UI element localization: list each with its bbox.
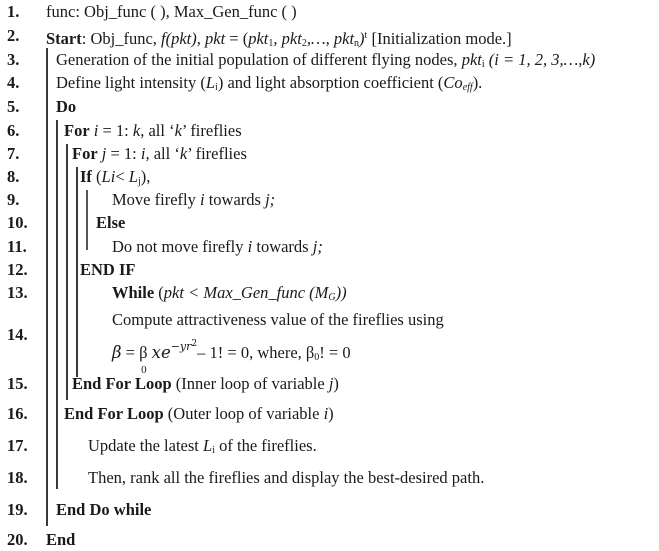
subscript: n <box>354 38 360 49</box>
text: i <box>323 404 329 423</box>
line-number: 10. <box>7 213 28 232</box>
algo-line-7 <box>72 144 247 164</box>
text: pkt <box>461 50 482 69</box>
block-bar-do <box>56 120 58 489</box>
text: Do not move firefly <box>112 237 248 256</box>
text: ), <box>140 167 151 186</box>
text: pkt < Max_Gen_func (M <box>163 283 329 302</box>
text: Move firefly <box>112 190 200 209</box>
algo-line-20 <box>46 530 75 550</box>
keyword: End Do while <box>56 500 152 519</box>
text: pkt <box>248 29 269 48</box>
line-number: 3. <box>7 50 20 69</box>
text: Update the latest <box>88 436 204 455</box>
block-bar-for-i <box>66 144 68 400</box>
text: (i = 1, 2, 3,…,k) <box>484 50 596 69</box>
keyword: For <box>72 144 98 163</box>
text: = ( <box>225 29 249 48</box>
subscript: 2 <box>301 38 307 49</box>
subscript: 1 <box>268 38 274 49</box>
keyword: Start <box>46 29 82 48</box>
text: , <box>273 29 282 48</box>
line-number: 9. <box>7 190 20 209</box>
subscript: 0 <box>314 352 320 363</box>
algo-line-12 <box>80 260 135 280</box>
line-number: 7. <box>7 144 20 163</box>
algo-line-19 <box>56 500 151 520</box>
algo-line-17 <box>88 436 317 461</box>
algo-line-11 <box>112 237 323 257</box>
text: j <box>97 144 107 163</box>
algo-line-6 <box>64 121 242 141</box>
text: towards <box>204 190 266 209</box>
superscript: t <box>364 30 368 41</box>
line-text: func: Obj_func ( ), Max_Gen_func ( ) <box>46 2 297 21</box>
text: i <box>89 121 99 140</box>
text: pkt <box>333 29 355 48</box>
text: ( <box>91 167 102 186</box>
algo-line-4 <box>56 73 482 98</box>
text: ’ fireflies <box>181 121 242 140</box>
algo-line-14-formula <box>112 334 351 376</box>
line-number: 6. <box>7 121 20 140</box>
text: i, <box>140 144 150 163</box>
text: j <box>328 374 334 393</box>
algo-line-1 <box>46 2 297 22</box>
text: = 1: <box>98 121 133 140</box>
subscript: i <box>481 59 485 70</box>
line-number: 11. <box>7 237 27 256</box>
algo-line-3 <box>56 50 595 75</box>
keyword: While <box>112 283 155 302</box>
text: towards <box>252 237 313 256</box>
text: – 1! = 0, where, β <box>197 343 315 362</box>
text: all ‘ <box>149 144 180 163</box>
text: Compute attractiveness value of the fireflies using <box>112 310 444 329</box>
text: : Obj_func, <box>81 29 162 48</box>
algo-line-16 <box>64 404 334 424</box>
text: )) <box>335 283 347 302</box>
text: ) <box>359 29 365 48</box>
algo-line-5 <box>56 97 76 117</box>
text: k <box>179 144 188 163</box>
text: ’ fireflies <box>187 144 247 163</box>
line-number: 5. <box>7 97 20 116</box>
line-number: 20. <box>7 530 28 549</box>
line-number: 19. <box>7 500 28 519</box>
text: all ‘ <box>144 121 175 140</box>
text: ). <box>472 73 483 92</box>
subscript: j <box>137 176 141 187</box>
text: 2 <box>191 339 198 349</box>
text: (Inner loop of variable <box>171 374 329 393</box>
algo-line-18 <box>88 468 484 488</box>
line-number: 8. <box>7 167 20 186</box>
formula-beta0 <box>139 343 148 376</box>
line-number: 14. <box>7 325 28 344</box>
text: < <box>115 167 129 186</box>
text: ) <box>328 404 334 423</box>
text: ,…, <box>306 29 334 48</box>
keyword: End <box>46 530 76 549</box>
block-bar-for-j <box>76 167 78 377</box>
subscript: 0 <box>141 364 147 376</box>
subscript: i <box>212 445 215 456</box>
block-bar-start <box>46 48 48 526</box>
algo-line-8 <box>80 167 150 192</box>
text: = <box>121 343 140 362</box>
line-number: 17. <box>7 436 28 455</box>
text: ( <box>154 283 164 302</box>
algo-line-9 <box>112 190 275 210</box>
text: L <box>128 167 138 186</box>
text: k, <box>132 121 145 140</box>
text: ) and light absorption coefficient ( <box>217 73 444 92</box>
text: Then, rank all the fireflies and display the best-desired path. <box>88 468 485 487</box>
keyword: END IF <box>80 260 136 279</box>
text: L <box>205 73 216 92</box>
text: of the fireflies. <box>214 436 317 455</box>
line-number: 18. <box>7 468 28 487</box>
formula-xe: xe <box>151 343 171 362</box>
text: β <box>139 343 148 362</box>
text: j; <box>312 237 323 256</box>
formula-exponent <box>171 340 197 353</box>
text: [Initialization mode.] <box>367 29 512 48</box>
text: −yr <box>170 340 192 353</box>
keyword: Do <box>56 97 77 116</box>
text: L <box>203 436 213 455</box>
subscript: i <box>215 82 218 93</box>
subscript: eff <box>462 82 473 93</box>
line-number: 2. <box>7 26 20 45</box>
algo-line-14 <box>112 310 444 330</box>
subscript: G <box>328 292 336 303</box>
text: = 1: <box>106 144 141 163</box>
line-number: 12. <box>7 260 28 279</box>
text: Li <box>101 167 116 186</box>
formula-beta: β <box>112 343 122 362</box>
text: k <box>174 121 182 140</box>
text: ) <box>333 374 339 393</box>
line-number: 13. <box>7 283 28 302</box>
text: pkt <box>281 29 302 48</box>
algo-line-13 <box>112 283 347 308</box>
text: i <box>199 190 205 209</box>
line-number: 16. <box>7 404 28 423</box>
text: (Outer loop of variable <box>163 404 324 423</box>
text: j; <box>265 190 276 209</box>
text: Generation of the initial population of different flying nodes, <box>56 50 462 69</box>
keyword: Else <box>96 213 126 232</box>
algo-line-10 <box>96 213 125 233</box>
block-bar-if <box>86 190 88 250</box>
keyword: End For Loop <box>72 374 172 393</box>
line-number: 15. <box>7 374 28 393</box>
keyword: End For Loop <box>64 404 164 423</box>
line-number: 1. <box>7 2 20 21</box>
line-number: 4. <box>7 73 20 92</box>
text: ! = 0 <box>319 343 351 362</box>
keyword: For <box>64 121 90 140</box>
text: i <box>247 237 253 256</box>
text: f(pkt), pkt <box>161 29 226 48</box>
algo-line-15 <box>72 374 339 394</box>
text: Co <box>443 73 463 92</box>
text: Define light intensity ( <box>56 73 206 92</box>
keyword: If <box>80 167 92 186</box>
